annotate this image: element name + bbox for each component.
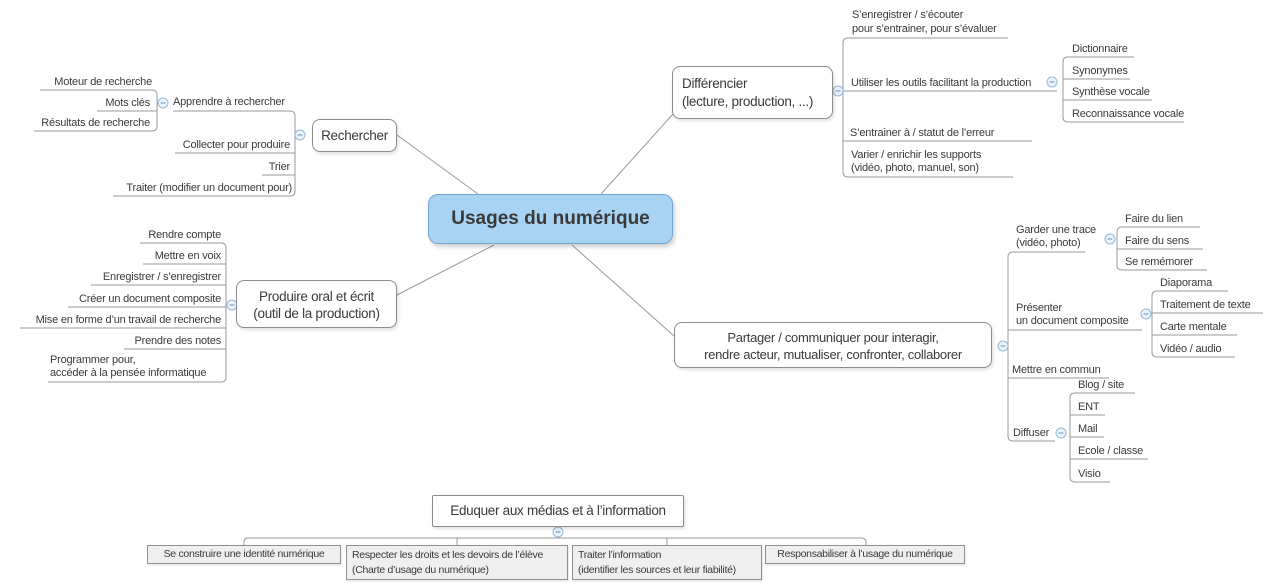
topic-differencier[interactable]	[672, 66, 833, 119]
topic-enregistrer[interactable]: Enregistrer / s’enregistrer	[102, 271, 221, 283]
topic-rendre-compte[interactable]: Rendre compte	[148, 229, 221, 241]
collapse-icon[interactable]	[998, 341, 1008, 351]
topic-rechercher[interactable]: Rechercher	[312, 119, 397, 152]
connector-root-rechercher	[397, 135, 478, 194]
topic-synthese[interactable]: Synthèse vocale	[1072, 86, 1150, 98]
topic-collecter[interactable]: Collecter pour produire	[182, 139, 290, 151]
topic-programmer-line1: Programmer pour,	[50, 354, 136, 366]
topic-programmer[interactable]	[50, 354, 206, 380]
collapse-icon[interactable]	[1047, 77, 1057, 87]
bracket-partager-children	[1008, 252, 1142, 441]
topic-identite[interactable]: Se construire une identité numérique	[147, 545, 341, 564]
topic-faire-lien[interactable]: Faire du lien	[1125, 213, 1183, 225]
topic-reconnaissance[interactable]: Reconnaissance vocale	[1072, 108, 1184, 120]
topic-garder-line1: Garder une trace	[1016, 224, 1096, 236]
topic-dictionnaire[interactable]: Dictionnaire	[1072, 43, 1128, 55]
topic-creer-document[interactable]: Créer un document composite	[79, 293, 221, 305]
topic-root[interactable]: Usages du numérique	[428, 194, 673, 244]
topic-se-rememorer[interactable]: Se remémorer	[1125, 256, 1193, 268]
collapse-icon[interactable]	[553, 527, 563, 537]
collapse-icon[interactable]	[1105, 234, 1115, 244]
collapse-icon[interactable]	[295, 130, 305, 140]
topic-video-audio[interactable]: Vidéo / audio	[1160, 343, 1222, 355]
topic-respecter-line1: Respecter les droits et les devoirs de l’élève	[352, 549, 544, 561]
topic-faire-sens[interactable]: Faire du sens	[1125, 235, 1190, 247]
topic-varier[interactable]	[851, 149, 981, 175]
topic-garder[interactable]	[1016, 224, 1096, 250]
connector-root-produire	[397, 245, 494, 295]
topic-partager-line1: Partager / communiquer pour interagir,	[727, 330, 939, 345]
topic-mettre-en-voix[interactable]: Mettre en voix	[154, 250, 221, 262]
topic-differencier-line1: Différencier	[682, 76, 748, 91]
topic-traitement-texte[interactable]: Traitement de texte	[1160, 299, 1251, 311]
topic-resultats[interactable]: Résultats de recherche	[41, 117, 150, 129]
topic-ecole-classe[interactable]: Ecole / classe	[1078, 445, 1144, 457]
connector-root-differencier	[601, 114, 673, 194]
topic-respecter[interactable]	[346, 545, 568, 580]
topic-produire[interactable]	[236, 280, 397, 328]
topic-diffuser[interactable]: Diffuser	[1013, 427, 1050, 439]
collapse-icon[interactable]	[158, 98, 168, 108]
topic-visio[interactable]: Visio	[1078, 468, 1101, 480]
topic-ent[interactable]: ENT	[1078, 401, 1100, 413]
topic-garder-line2: (vidéo, photo)	[1016, 237, 1081, 249]
topic-presenter-line2: un document composite	[1016, 315, 1129, 327]
topic-traiter[interactable]: Traiter (modifier un document pour)	[126, 182, 292, 194]
topic-varier-line1: Varier / enrichir les supports	[851, 149, 982, 161]
collapse-icon[interactable]	[833, 86, 843, 96]
topic-synonymes[interactable]: Synonymes	[1072, 65, 1128, 77]
topic-differencier-line2: (lecture, production, ...)	[682, 94, 814, 109]
topic-programmer-line2: accéder à la pensée informatique	[50, 367, 207, 379]
topic-eduquer[interactable]: Eduquer aux médias et à l’information	[432, 495, 684, 527]
topic-senregistrer-line1: S’enregistrer / s’écouter	[852, 9, 964, 21]
topic-varier-line2: (vidéo, photo, manuel, son)	[851, 162, 979, 174]
topic-mail[interactable]: Mail	[1078, 423, 1098, 435]
topic-traiter-info-line1: Traiter l’information	[578, 549, 662, 561]
topic-prendre-notes[interactable]: Prendre des notes	[134, 335, 221, 347]
collapse-icon[interactable]	[1056, 428, 1066, 438]
topic-diaporama[interactable]: Diaporama	[1160, 277, 1213, 289]
topic-mettre-en-commun[interactable]: Mettre en commun	[1012, 364, 1101, 376]
topic-produire-line2: (outil de la production)	[253, 306, 380, 321]
topic-senregistrer[interactable]	[852, 8, 997, 36]
topic-produire-line1: Produire oral et écrit	[259, 289, 374, 304]
collapse-icon[interactable]	[1141, 309, 1151, 319]
topic-traiter-info[interactable]	[572, 545, 762, 580]
topic-mots-cles[interactable]: Mots clés	[105, 97, 150, 109]
topic-respecter-line2: (Charte d’usage du numérique)	[352, 564, 489, 576]
topic-sentrainer[interactable]: S’entrainer à / statut de l’erreur	[850, 127, 995, 139]
topic-presenter-line1: Présenter	[1016, 302, 1062, 314]
topic-partager-line2: rendre acteur, mutualiser, confronter, collaborer	[704, 347, 962, 362]
topic-traiter-info-line2: (identifier les sources et leur fiabilité)	[578, 564, 736, 576]
topic-apprendre[interactable]: Apprendre à rechercher	[173, 96, 285, 108]
connector-root-partager	[572, 245, 674, 336]
topic-mise-en-forme[interactable]: Mise en forme d’un travail de recherche	[35, 314, 221, 326]
topic-senregistrer-line2: pour s’entrainer, pour s’évaluer	[852, 23, 997, 35]
topic-utiliser[interactable]: Utiliser les outils facilitant la production	[851, 77, 1032, 89]
topic-carte-mentale[interactable]: Carte mentale	[1160, 321, 1227, 333]
topic-trier[interactable]: Trier	[268, 161, 290, 173]
topic-blog-site[interactable]: Blog / site	[1078, 379, 1125, 391]
topic-partager[interactable]	[674, 322, 992, 368]
topic-moteur[interactable]: Moteur de recherche	[54, 76, 152, 88]
topic-presenter[interactable]	[1016, 302, 1129, 328]
topic-responsabiliser[interactable]: Responsabiliser à l’usage du numérique	[765, 545, 965, 564]
